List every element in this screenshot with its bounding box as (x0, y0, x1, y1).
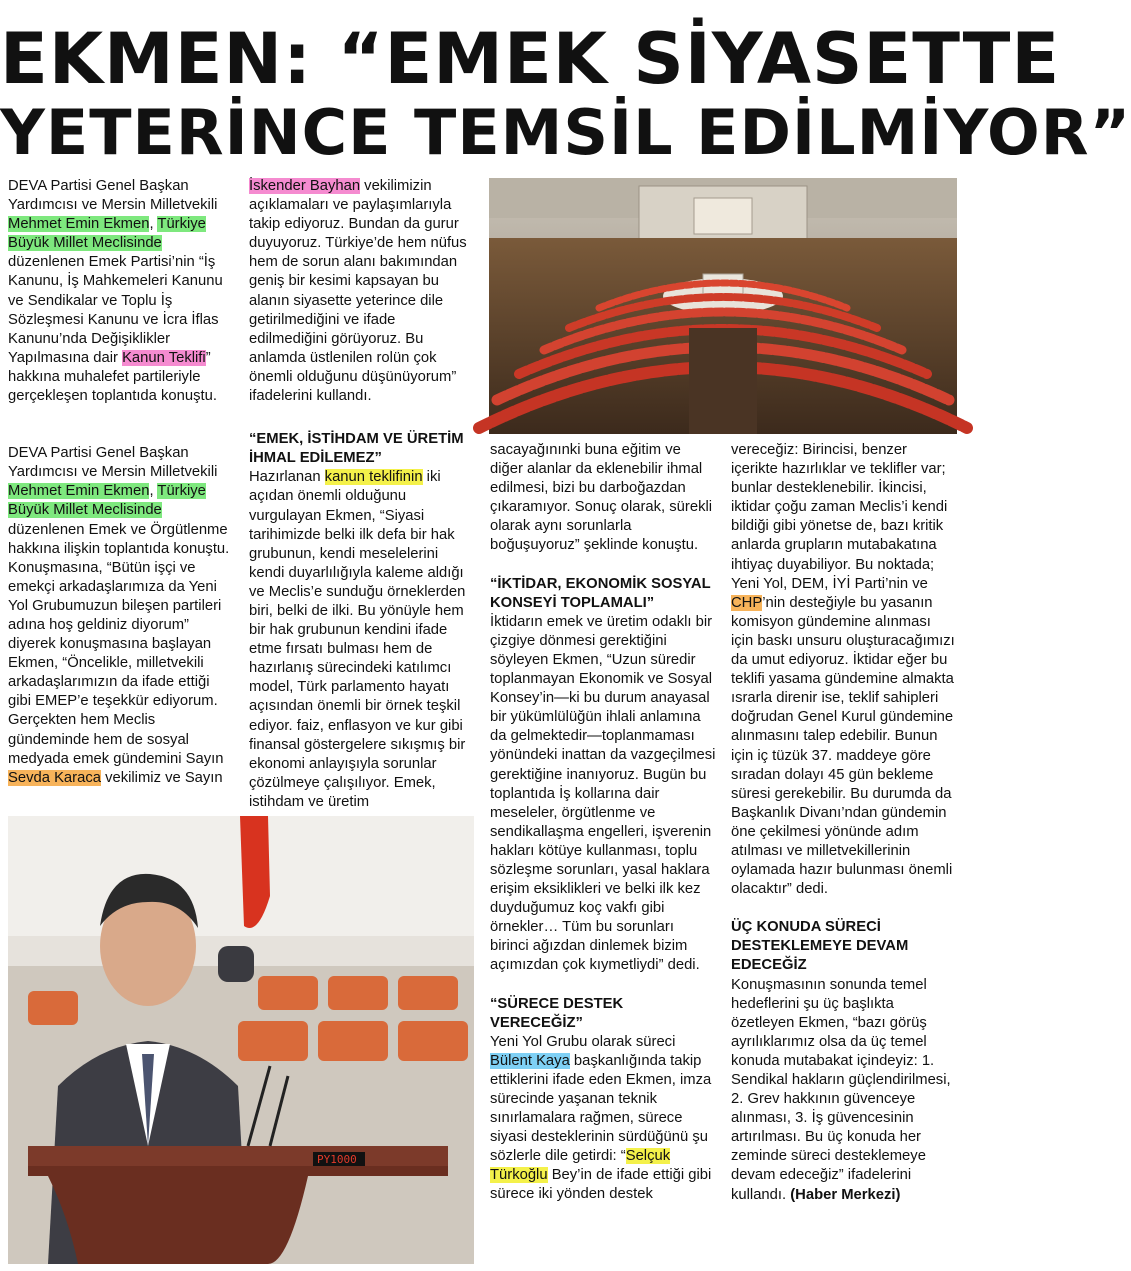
highlight-law: Kanun Teklifi (122, 349, 206, 366)
subheading: “SÜRECE DESTEK VERECEĞİZ” (490, 995, 624, 1031)
paragraph (731, 441, 955, 899)
podium-display: PY1000 (317, 1153, 357, 1166)
highlight-name: Bülent Kaya (490, 1052, 570, 1069)
subheading: “EMEK, İSTİHDAM VE ÜRETİM İHMAL EDİLEMEZ” (249, 431, 464, 467)
column-1 (8, 177, 234, 788)
text: ’nin desteğiyle bu yasanın komisyon gündemine alınması için baskı unsuru oluşturacağımızı da umut ediyoruz. İktidar eğer bu teklifi yasama gündemine almakta ısrarla direnir ise, teklif sahipleri doğrudan Genel Kurul gündemine alınmasını talep edebilir. Bunun için iç tüzük 37. maddeye göre sıradan dolayı 45 gün bekleme süresi gerekebilir. Bu durumda da Başkanlık Divanı’ndan gündemin öne çekilmesi yönünde adım atılması ve milletvekillerinin oylamada hazır bulunması önemli olacaktır” dedi. (731, 594, 955, 898)
speaker-photo (8, 816, 474, 1264)
highlight-name: Mehmet Emin Ekmen (8, 216, 150, 233)
highlight-party: CHP (731, 594, 763, 611)
highlight-name: Selçuk Türkoğlu (490, 1148, 671, 1184)
highlight-law: kanun teklifinin (324, 469, 423, 486)
headline-line-1: EKMEN: “EMEK SİYASETTE (0, 18, 1061, 100)
paragraph: İktidarın emek ve üretim odaklı bir çizgiye dönmesi gerektiğini söyleyen Ekmen, “Uzun süredir toplanmayan Ekonomik ve Sosyal Konsey’in—ki bu durum anayasal bir yükümlülüğün ihlali anlamına da gelmektedir—toplanmaması yönündeki inattan da vazgeçilmesi gerektiğine inanıyoruz. Bugün bu toplantıda İş kollarına dair meseleler, örgütlenme ve sendikallaşma engelleri, işverenin hakları kötüye kullanması, toplu sözleşme sorunları, yasal haklara erişim eksiklikleri ve belki ilk kez duyduğumuz koç vakfı gibi örnekler… Tüm bu sorunları birinci ağızdan dinlemek bizim açımızdan çok kıymetliydi” dedi. (490, 613, 716, 974)
paragraph (249, 468, 475, 812)
subheading: “İKTİDAR, EKONOMİK SOSYAL KONSEYİ TOPLAMALI” (490, 575, 711, 611)
text: düzenlenen Emek Partisi’nin “İş Kanunu, İş Mahkemeleri Kanunu ve Sendikalar ve Toplu İş Sözleşmesi Kanunu ve İcra İflas Kanunu’nda Değişiklikler Yapılmasına dair (8, 254, 223, 366)
highlight-name: İskender Bayhan (249, 178, 361, 194)
column-3 (490, 441, 716, 1205)
text: vereceğiz: Birincisi, benzer içerikte hazırlıklar ve teklifler var; bunlar desteklenebilir. İkincisi, iktidar çoğu zaman Meclis’i kendi bildiği gibi yönetse de, bazı kritik anlarda grupların mutabakatına ihtiyaç duyabiliyor. Bu noktada; Yeni Yol, DEM, İYİ Parti’nin ve (731, 442, 948, 592)
text: DEVA Partisi Genel Başkan Yardımcısı ve Mersin Milletvekili (8, 178, 218, 214)
text: DEVA Partisi Genel Başkan Yardımcısı ve Mersin Milletvekili (8, 445, 218, 481)
credit: (Haber Merkezi) (790, 1186, 901, 1203)
paragraph (249, 177, 475, 406)
paragraph: sacayağınınki buna eğitim ve diğer alanlar da eklenebilir ihmal edilmesi, bizi bu darboğazdan çıkaramıyor. Sonuç olarak, sürekli olarak aynı sorunlarla boğuşuyoruz” şeklinde konuştu. (490, 442, 713, 554)
text: , (149, 483, 158, 500)
text: vekilimiz ve Sayın (100, 769, 223, 786)
text: , (149, 216, 158, 233)
text: Yeni Yol Grubu olarak süreci (490, 1033, 676, 1050)
highlight-institution: Türkiye Büyük Millet Meclisinde (8, 483, 206, 519)
paragraph (8, 177, 234, 406)
text: vekilimizin açıklamaları ve paylaşımlarıyla takip ediyoruz. Bundan da gurur duyuyoruz. Türkiye’de hem nüfus hem de sorun alanı bakımından geniş bir kesimi kapsayan bu alanın siyasette yeterince dile getirilmediğini ve ifade edilmediğini görüyoruz. Bu anlamda üstlenilen rolün çok önemli olduğunu düşünüyorum” ifadelerini kullandı. (249, 178, 467, 405)
text: Hazırlanan (249, 469, 325, 486)
paragraph (8, 444, 234, 788)
subheading: ÜÇ KONUDA SÜRECİ DESTEKLEMEYE DEVAM EDECEĞİZ (731, 919, 909, 974)
text: başkanlığında takip ettiklerini ifade eden Ekmen, imza sürecinde yaşanan teknik sınırlamalara rağmen, sürece siyasi desteklerinin sürdüğünü şu sözlerle dile getirdi: “ (490, 1052, 712, 1165)
highlight-name: Mehmet Emin Ekmen (8, 483, 150, 500)
parliament-photo (489, 178, 957, 434)
text: Bey’in de ifade ettiği gibi sürece iki yönden destek (490, 1167, 712, 1203)
paragraph (490, 1033, 716, 1205)
parliament-hall-image (489, 178, 957, 434)
paragraph (731, 976, 955, 1205)
text: Konuşmasının sonunda temel hedeflerini şu üç başlıkta özetleyen Ekmen, “bazı görüş ayrılıklarımız olsa da üç temel konuda mutabakat içindeyiz: 1. Sendikal hakların güçlendirilmesi, 2. Grev hakkının güvenceye alınması, 3. İş güvencesinin artırılması. Bu üç konuda her zeminde süreci desteklemeye devam edeceğiz” ifadelerini kullandı. (731, 976, 951, 1203)
column-2 (249, 177, 475, 812)
highlight-name: Sevda Karaca (8, 769, 101, 786)
speaker-at-podium-image (8, 816, 474, 1264)
text: düzenlenen Emek ve Örgütlenme hakkına ilişkin toplantıda konuştu. Konuşmasına, “Bütün işçi ve emekçi arkadaşlarımıza da Yeni Yol Grubumuzun bileşen partileri adına hoş geldiniz diyorum” diyerek konuşmasına başlayan Ekmen, “Öncelikle, milletvekili arkadaşlarımızın da ifade ettiği gibi EMEP’e teşekkür ediyorum. Gerçekten hem Meclis gündeminde hem de sosyal medyada emek gündemini Sayın (8, 521, 230, 767)
text: iki açıdan önemli olduğunu vurgulayan Ekmen, “Siyasi tarihimizde belki ilk defa bir hak grubunun, kendi meselelerini kendi duyarlılığıyla kaleme aldığı ve Meclis’e sunduğu örneklerden biri, belki de ilki. Bu yönüyle hem bir hak grubunun kendini ifade etme fırsatı bulması hem de hazırlanış sürecindeki katılımcı model, Türk parlamento hayatı açısından önemli bir örnek teşkil ediyor. faiz, enflasyon ve kur gibi finansal göstergelere sıkışmış bir ekonomi anlayışıyla sorunlar çözülmeye çalışılıyor. Emek, istihdam ve üretim (249, 469, 466, 810)
highlight-institution: Türkiye Büyük Millet Meclisinde (8, 216, 206, 252)
headline-line-2: YETERİNCE TEMSİL EDİLMİYOR” (0, 96, 1131, 169)
text: ” hakkına muhalefet partileriyle gerçekleşen toplantıda konuştu. (8, 349, 217, 405)
column-4 (731, 441, 955, 1205)
